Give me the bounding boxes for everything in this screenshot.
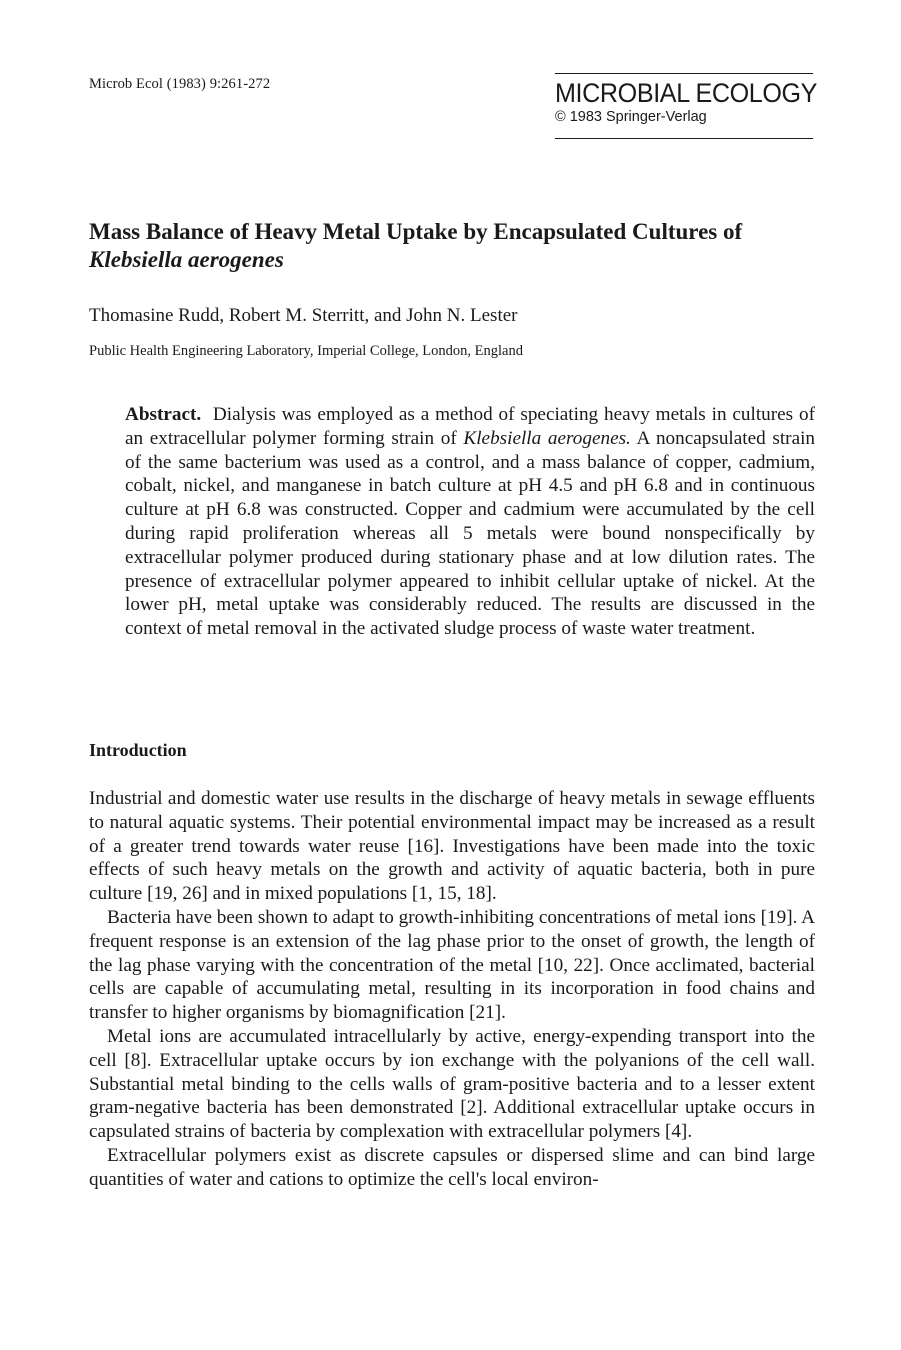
article-authors: Thomasine Rudd, Robert M. Sterritt, and John N. Lester (89, 305, 518, 326)
article-title-main: Mass Balance of Heavy Metal Uptake by Encapsulated Cultures of (89, 219, 743, 244)
introduction-paragraph: Metal ions are accumulated intracellularly by active, energy-expending transport into the cell [8]. Extracellular uptake occurs by ion exchange with the polyanions of the cell wall. Substantial metal binding to the cells walls of gram-positive bacteria and to a lesser extent gram-negative bacteria has been demonstrated [2]. Additional extracellular uptake occurs in capsulated strains of bacteria by complexation with extracellular polymers [4]. (89, 1025, 815, 1143)
journal-name: MICROBIAL ECOLOGY (555, 78, 818, 108)
author-affiliation: Public Health Engineering Laboratory, Imperial College, London, England (89, 343, 523, 359)
section-heading-introduction: Introduction (89, 740, 187, 760)
masthead-bottom-rule (555, 138, 813, 139)
abstract (125, 403, 815, 641)
journal-copyright: © 1983 Springer-Verlag (555, 109, 707, 125)
article-title-species: Klebsiella aerogenes (89, 247, 284, 272)
introduction-paragraph: Industrial and domestic water use results in the discharge of heavy metals in sewage effluents to natural aquatic systems. Their potential environmental impact may be increased as a result of a greater trend towards water reuse [16]. Investigations have been made into the toxic effects of such heavy metals on the growth and activity of aquatic bacteria, both in pure culture [19, 26] and in mixed populations [1, 15, 18]. (89, 788, 815, 905)
abstract-text-part1: Dialysis was employed as a method of speciating heavy metals in cultures of an extracellular polymer forming strain of (125, 404, 815, 449)
abstract-text-part2: A noncapsulated strain of the same bacterium was used as a control, and a mass balance of copper, cadmium, cobalt, nickel, and manganese in batch culture at pH 4.5 and pH 6.8 and in continuous culture at pH 6.8 was constructed. Copper and cadmium were accumulated by the cell during rapid proliferation whereas all 5 metals were bound nonspecifically by extracellular polymer produced during stationary phase and at low dilution rates. The presence of extracellular polymer appeared to inhibit cellular uptake of nickel. At the lower pH, metal uptake was considerably reduced. The results are discussed in the context of metal removal in the activated sludge process of waste water treatment. (125, 427, 816, 640)
abstract-label: Abstract. (125, 404, 202, 425)
introduction-paragraph: Bacteria have been shown to adapt to growth-inhibiting concentrations of metal ions [19]. A frequent response is an extension of the lag phase prior to the onset of growth, the length of the lag phase varying with the concentration of the metal [10, 22]. Once acclimated, bacterial cells are capable of accumulating metal, resulting in its incorporation in food chains and transfer to higher organisms by biomagnification [21]. (89, 906, 815, 1024)
masthead-top-rule (555, 73, 813, 74)
journal-masthead (555, 73, 818, 139)
abstract-species-term: Klebsiella aerogenes. (463, 427, 631, 449)
journal-citation: Microb Ecol (1983) 9:261-272 (89, 76, 271, 92)
introduction-paragraph: Extracellular polymers exist as discrete capsules or dispersed slime and can bind large quantities of water and cations to optimize the cell's local environ- (89, 1144, 815, 1190)
article-title (89, 218, 809, 274)
introduction-body (89, 787, 815, 1192)
